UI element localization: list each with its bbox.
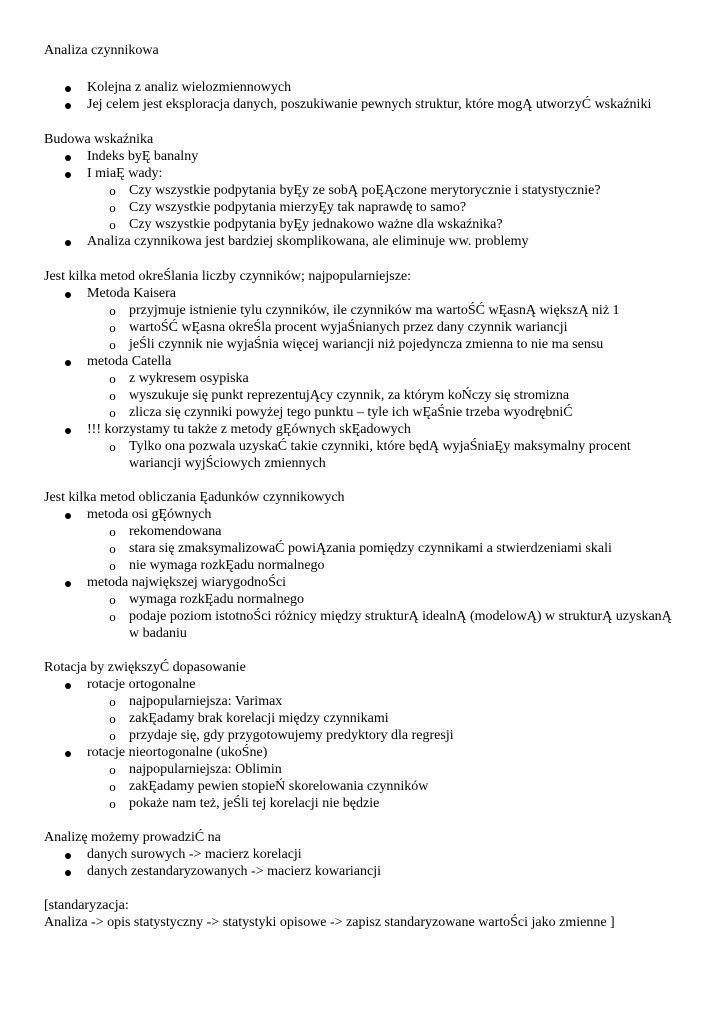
list-item: rotacje ortogonalne xyxy=(87,677,196,692)
sub-list-item: nie wymaga rozkĘadu normalnego xyxy=(129,558,325,573)
section-heading: Analizę możemy prowadziĆ na xyxy=(44,830,221,845)
sub-bullet-circle: o xyxy=(109,728,116,743)
sub-list-item: rekomendowana xyxy=(129,524,222,539)
sub-list-item: podaje poziom istotnoŚci różnicy między strukturĄ idealnĄ (modelowĄ) w strukturĄ uzyskanĄ xyxy=(129,609,672,624)
bullet-dot xyxy=(65,86,71,92)
sub-list-item: Czy wszystkie podpytania mierzyĘy tak naprawdę to samo? xyxy=(129,200,467,215)
sub-bullet-circle: o xyxy=(109,609,116,624)
sub-list-item: Czy wszystkie podpytania byĘy jednakowo ważne dla wskaźnika? xyxy=(129,217,503,232)
sub-list-item: Tylko ona pozwala uzyskaĆ takie czynniki, które będĄ wyjaŚniaĘy maksymalny procent xyxy=(129,439,631,454)
sub-list-item: najpopularniejsza: Varimax xyxy=(129,694,283,709)
sub-bullet-circle: o xyxy=(109,388,116,403)
bullet-dot xyxy=(65,103,71,109)
note-line: [standaryzacja: xyxy=(44,898,129,913)
sub-list-item: jeŚli czynnik nie wyjaŚnia więcej wariancji niż pojedyncza zmienna to nie ma sensu xyxy=(129,337,604,352)
sub-list-item: wartoŚĆ wĘasna okreŚla procent wyjaŚnianych przez dany czynnik wariancji xyxy=(129,320,568,335)
section-heading: Jest kilka metod obliczania Ęadunków czynnikowych xyxy=(44,490,345,505)
sub-list-item: stara się zmaksymalizowaĆ powiĄzania pomiędzy czynnikami a stwierdzeniami skali xyxy=(129,541,612,556)
bullet-dot xyxy=(65,683,71,689)
sub-list-item: zlicza się czynniki powyżej tego punktu – tyle ich wĘaŚnie trzeba wyodrębniĆ xyxy=(129,405,573,420)
bullet-dot xyxy=(65,581,71,587)
list-item: Analiza czynnikowa jest bardziej skomplikowana, ale eliminuje ww. problemy xyxy=(87,234,529,249)
sub-bullet-circle: o xyxy=(109,762,116,777)
note-line: Analiza -> opis statystyczny -> statystyki opisowe -> zapisz standaryzowane wartoŚci jako zmienne ] xyxy=(44,915,615,930)
bullet-dot xyxy=(65,240,71,246)
sub-bullet-circle: o xyxy=(109,541,116,556)
sub-bullet-circle: o xyxy=(109,558,116,573)
list-item: rotacje nieortogonalne (ukoŚne) xyxy=(87,745,268,760)
sub-list-item: Czy wszystkie podpytania byĘy ze sobĄ poĘĄczone merytorycznie i statystycznie? xyxy=(129,183,601,198)
list-item: Indeks byĘ banalny xyxy=(87,149,199,164)
sub-bullet-circle: o xyxy=(109,183,116,198)
bullet-dot xyxy=(65,513,71,519)
sub-bullet-circle: o xyxy=(109,303,116,318)
sub-bullet-circle: o xyxy=(109,439,116,454)
sub-bullet-circle: o xyxy=(109,592,116,607)
bullet-dot xyxy=(65,853,71,859)
bullet-dot xyxy=(65,870,71,876)
sub-bullet-circle: o xyxy=(109,320,116,335)
bullet-dot xyxy=(65,172,71,178)
sub-bullet-circle: o xyxy=(109,217,116,232)
bullet-dot xyxy=(65,360,71,366)
list-item: danych surowych -> macierz korelacji xyxy=(87,847,302,862)
list-item: metoda Catella xyxy=(87,354,172,369)
section-heading: Analiza czynnikowa xyxy=(44,43,159,58)
sub-list-item: zakĘadamy pewien stopieŃ skorelowania czynników xyxy=(129,779,429,794)
list-item: metoda największej wiarygodnoŚci xyxy=(87,575,287,590)
sub-bullet-circle: o xyxy=(109,200,116,215)
list-item: Jej celem jest eksploracja danych, poszukiwanie pewnych struktur, które mogĄ utworzyĆ wskaźniki xyxy=(87,97,652,112)
sub-bullet-circle: o xyxy=(109,337,116,352)
sub-bullet-circle: o xyxy=(109,711,116,726)
sub-list-item: wymaga rozkĘadu normalnego xyxy=(129,592,304,607)
sub-list-item: przyjmuje istnienie tylu czynników, ile czynników ma wartoŚĆ wĘasnĄ większĄ niż 1 xyxy=(129,303,620,318)
section-heading: Jest kilka metod okreŚlania liczby czynników; najpopularniejsze: xyxy=(44,269,412,284)
sub-list-item: wyszukuje się punkt reprezentujĄcy czynnik, za którym koŃczy się stromizna xyxy=(129,388,570,403)
sub-list-item: zakĘadamy brak korelacji między czynnikami xyxy=(129,711,389,726)
bullet-dot xyxy=(65,751,71,757)
section-heading: Rotacja by zwiększyĆ dopasowanie xyxy=(44,660,246,675)
list-item: metoda osi gĘównych xyxy=(87,507,212,522)
sub-list-item: pokaże nam też, jeŚli tej korelacji nie będzie xyxy=(129,796,380,811)
sub-list-item-continued: w badaniu xyxy=(129,626,187,641)
list-item: Metoda Kaisera xyxy=(87,286,177,301)
sub-bullet-circle: o xyxy=(109,405,116,420)
list-item: I miaĘ wady: xyxy=(87,166,163,181)
sub-list-item-continued: wariancji wyjŚciowych zmiennych xyxy=(129,456,326,471)
list-item: Kolejna z analiz wielozmiennowych xyxy=(87,80,292,95)
sub-list-item: przydaje się, gdy przygotowujemy predyktory dla regresji xyxy=(129,728,454,743)
list-item: !!! korzystamy tu także z metody gĘównych skĘadowych xyxy=(87,422,411,437)
sub-bullet-circle: o xyxy=(109,796,116,811)
sub-list-item: najpopularniejsza: Oblimin xyxy=(129,762,282,777)
bullet-dot xyxy=(65,292,71,298)
bullet-dot xyxy=(65,155,71,161)
sub-list-item: z wykresem osypiska xyxy=(129,371,249,386)
bullet-dot xyxy=(65,428,71,434)
list-item: danych zestandaryzowanych -> macierz kowariancji xyxy=(87,864,381,879)
sub-bullet-circle: o xyxy=(109,694,116,709)
sub-bullet-circle: o xyxy=(109,371,116,386)
sub-bullet-circle: o xyxy=(109,524,116,539)
sub-bullet-circle: o xyxy=(109,779,116,794)
section-heading: Budowa wskaźnika xyxy=(44,132,154,147)
